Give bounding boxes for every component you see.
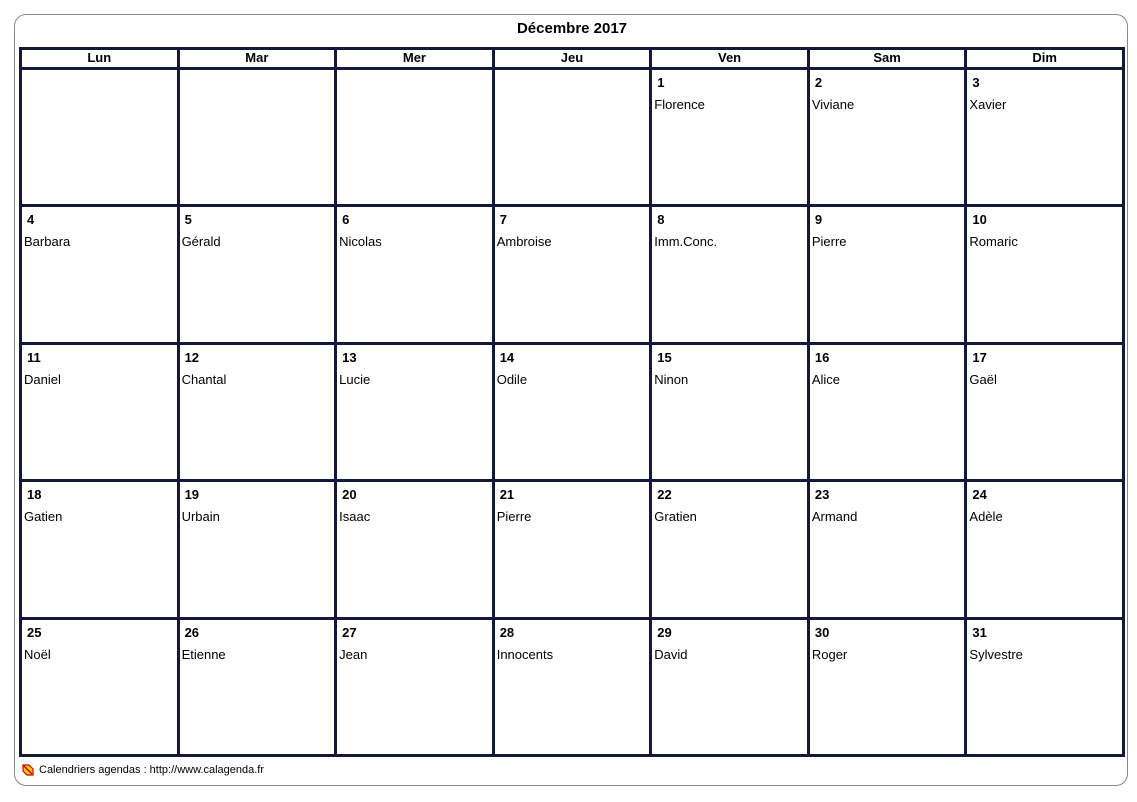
calendar-title: Décembre 2017 bbox=[516, 20, 628, 37]
day-cell[interactable] bbox=[22, 70, 180, 207]
day-number: 29 bbox=[657, 624, 672, 640]
day-number: 25 bbox=[27, 624, 42, 640]
day-number: 19 bbox=[184, 487, 200, 503]
saint-name: Gratien bbox=[654, 509, 697, 525]
saint-name: Pierre bbox=[496, 509, 532, 525]
day-cell[interactable] bbox=[337, 345, 495, 482]
day-number: 21 bbox=[499, 487, 515, 503]
saint-name: Romaric bbox=[969, 234, 1018, 250]
saint-name: Innocents bbox=[496, 646, 554, 662]
day-cell[interactable] bbox=[22, 207, 180, 344]
saint-name: Gatien bbox=[24, 509, 63, 525]
day-cell[interactable] bbox=[22, 345, 180, 482]
day-number: 30 bbox=[814, 624, 830, 640]
saint-name: Noël bbox=[24, 646, 51, 662]
saint-name: Xavier bbox=[969, 97, 1007, 112]
day-number: 16 bbox=[814, 349, 830, 365]
saint-name: Daniel bbox=[24, 371, 61, 387]
day-cell[interactable] bbox=[180, 345, 338, 482]
calendar-grid bbox=[19, 47, 1125, 757]
day-cell[interactable] bbox=[495, 620, 653, 757]
saint-name: Etienne bbox=[181, 646, 226, 662]
saint-name: Jean bbox=[339, 646, 368, 662]
day-cell[interactable] bbox=[337, 482, 495, 619]
saint-name: Pierre bbox=[811, 234, 847, 250]
weekday-header-dim: Dim bbox=[967, 50, 1125, 70]
day-cell[interactable] bbox=[652, 207, 810, 344]
saint-name: Gérald bbox=[181, 234, 221, 250]
day-number: 9 bbox=[814, 212, 823, 228]
day-number: 13 bbox=[342, 349, 357, 365]
day-cell[interactable] bbox=[967, 207, 1125, 344]
saint-name: Lucie bbox=[339, 371, 371, 387]
day-cell[interactable] bbox=[652, 345, 810, 482]
day-cell[interactable] bbox=[652, 482, 810, 619]
day-number: 24 bbox=[972, 487, 987, 503]
saint-name: Chantal bbox=[181, 371, 227, 387]
saint-name: Ambroise bbox=[496, 234, 552, 250]
saint-name: Barbara bbox=[24, 234, 71, 250]
day-cell[interactable] bbox=[967, 345, 1125, 482]
day-number: 26 bbox=[184, 624, 200, 640]
day-cell[interactable] bbox=[810, 70, 968, 207]
weekday-header-jeu: Jeu bbox=[495, 50, 653, 70]
saint-name: Urbain bbox=[181, 509, 220, 525]
day-cell[interactable] bbox=[180, 482, 338, 619]
day-cell[interactable] bbox=[810, 482, 968, 619]
day-cell[interactable] bbox=[337, 620, 495, 757]
saint-name: Roger bbox=[811, 646, 848, 662]
weekday-header-sam: Sam bbox=[810, 50, 968, 70]
day-cell[interactable] bbox=[180, 207, 338, 344]
day-number: 4 bbox=[27, 212, 35, 228]
day-cell[interactable] bbox=[810, 207, 968, 344]
day-number: 17 bbox=[972, 349, 987, 365]
day-number: 18 bbox=[27, 487, 42, 503]
day-cell[interactable] bbox=[652, 70, 810, 207]
weekday-header-mer: Mer bbox=[337, 50, 495, 70]
saint-name: Florence bbox=[654, 97, 705, 112]
day-cell[interactable] bbox=[22, 482, 180, 619]
weekday-header-lun: Lun bbox=[22, 50, 180, 70]
day-cell[interactable] bbox=[967, 620, 1125, 757]
day-number: 8 bbox=[657, 212, 665, 228]
calagenda-logo-icon bbox=[22, 764, 34, 776]
day-number: 20 bbox=[342, 487, 357, 503]
day-number: 5 bbox=[184, 212, 192, 228]
day-number: 10 bbox=[972, 212, 987, 228]
day-cell[interactable] bbox=[495, 482, 653, 619]
day-cell[interactable] bbox=[495, 207, 653, 344]
saint-name: David bbox=[654, 646, 688, 662]
day-number: 27 bbox=[342, 624, 357, 640]
saint-name: Ninon bbox=[654, 371, 689, 387]
day-cell[interactable] bbox=[967, 70, 1125, 207]
day-cell[interactable] bbox=[810, 345, 968, 482]
day-cell[interactable] bbox=[180, 620, 338, 757]
day-number: 31 bbox=[972, 624, 987, 640]
saint-name: Nicolas bbox=[339, 234, 382, 250]
day-cell[interactable] bbox=[22, 620, 180, 757]
footer-text[interactable]: Calendriers agendas : http://www.calagenda.fr bbox=[39, 764, 265, 776]
weekday-header-ven: Ven bbox=[652, 50, 810, 70]
day-cell[interactable] bbox=[495, 345, 653, 482]
day-cell[interactable] bbox=[180, 70, 338, 207]
day-number: 7 bbox=[499, 212, 507, 228]
saint-name: Sylvestre bbox=[969, 646, 1023, 662]
day-cell[interactable] bbox=[337, 207, 495, 344]
day-number: 23 bbox=[814, 487, 830, 503]
day-number: 3 bbox=[972, 75, 980, 90]
day-number: 22 bbox=[657, 487, 672, 503]
saint-name: Alice bbox=[811, 371, 841, 387]
saint-name: Adèle bbox=[969, 509, 1003, 525]
day-cell[interactable] bbox=[810, 620, 968, 757]
day-number: 2 bbox=[814, 75, 823, 90]
day-number: 1 bbox=[657, 75, 665, 90]
day-number: 15 bbox=[657, 349, 672, 365]
day-number: 6 bbox=[342, 212, 350, 228]
footer bbox=[22, 764, 264, 776]
day-cell[interactable] bbox=[337, 70, 495, 207]
day-cell[interactable] bbox=[652, 620, 810, 757]
day-cell[interactable] bbox=[495, 70, 653, 207]
saint-name: Viviane bbox=[811, 97, 855, 112]
saint-name: Odile bbox=[496, 371, 528, 387]
day-number: 14 bbox=[499, 349, 515, 365]
weekday-header-mar: Mar bbox=[180, 50, 338, 70]
day-cell[interactable] bbox=[967, 482, 1125, 619]
day-number: 11 bbox=[27, 349, 41, 365]
day-number: 12 bbox=[184, 349, 200, 365]
saint-name: Imm.Conc. bbox=[654, 234, 718, 250]
day-number: 28 bbox=[499, 624, 515, 640]
saint-name: Isaac bbox=[339, 509, 371, 525]
saint-name: Armand bbox=[811, 509, 858, 525]
saint-name: Gaël bbox=[969, 371, 997, 387]
